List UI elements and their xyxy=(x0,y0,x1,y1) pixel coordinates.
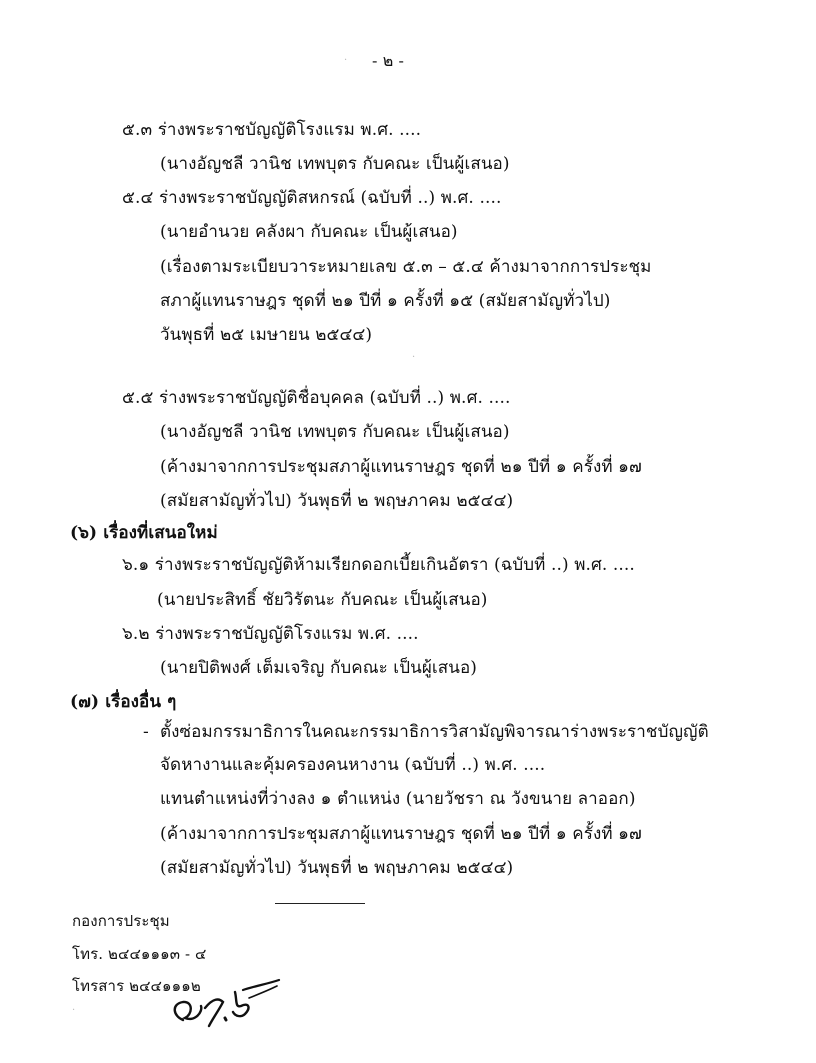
agenda-item-5-4-title: ๕.๔ ร่างพระราชบัญญัติสหกรณ์ (ฉบับที่ ..) พ.ศ. .... xyxy=(122,188,502,208)
section-7-line: แทนตำแหน่งที่ว่างลง ๑ ตำแหน่ง (นายวัชรา ณ วังขนาย ลาออก) xyxy=(160,789,636,809)
scan-speck: · xyxy=(344,55,348,66)
section-7-heading: (๗) เรื่องอื่น ๆ xyxy=(70,692,177,712)
footer-phone: โทร. ๒๔๔๑๑๑๓ - ๔ xyxy=(72,945,207,963)
section-7-line: ตั้งซ่อมกรรมาธิการในคณะกรรมาธิการวิสามัญพิจารณาร่างพระราชบัญญัติ xyxy=(160,722,709,742)
footer-fax: โทรสาร ๒๔๔๑๑๑๒ xyxy=(72,977,201,995)
agenda-item-5-5-note-line: (สมัยสามัญทั่วไป) วันพุธที่ ๒ พฤษภาคม ๒๕๔๔) xyxy=(160,491,514,511)
page-number: - ๒ - xyxy=(372,51,405,70)
agenda-item-6-2-proposer: (นายปิติพงศ์ เต็มเจริญ กับคณะ เป็นผู้เสนอ) xyxy=(160,658,478,678)
agenda-item-5-5-note-line: (ค้างมาจากการประชุมสภาผู้แทนราษฎร ชุดที่ ๒๑ ปีที่ ๑ ครั้งที่ ๑๗ xyxy=(160,457,642,477)
agenda-item-6-2-title: ๖.๒ ร่างพระราชบัญญัติโรงแรม พ.ศ. .... xyxy=(122,624,419,644)
agenda-item-6-1-proposer: (นายประสิทธิ์ ชัยวิรัตนะ กับคณะ เป็นผู้เสนอ) xyxy=(157,590,488,610)
handwritten-signature xyxy=(165,968,285,1038)
section-7-line: (สมัยสามัญทั่วไป) วันพุธที่ ๒ พฤษภาคม ๒๕๔๔) xyxy=(160,858,514,878)
agenda-item-5-4-note-line: สภาผู้แทนราษฎร ชุดที่ ๒๑ ปีที่ ๑ ครั้งที่ ๑๕ (สมัยสามัญทั่วไป) xyxy=(160,291,611,311)
section-7-bullet: - xyxy=(143,722,149,742)
scan-speck: · xyxy=(412,352,416,363)
section-divider xyxy=(275,903,365,904)
agenda-item-5-5-title: ๕.๕ ร่างพระราชบัญญัติชื่อบุคคล (ฉบับที่ ..) พ.ศ. .... xyxy=(122,388,511,408)
agenda-item-5-5-proposer: (นางอัญชลี วานิช เทพบุตร กับคณะ เป็นผู้เสนอ) xyxy=(160,422,510,442)
section-7-line: จัดหางานและคุ้มครองคนหางาน (ฉบับที่ ..) พ.ศ. .... xyxy=(160,755,546,775)
scan-speck: · xyxy=(72,1005,76,1016)
agenda-item-5-4-note-line: วันพุธที่ ๒๕ เมษายน ๒๕๔๔) xyxy=(160,325,373,345)
agenda-item-5-4-note-line: (เรื่องตามระเบียบวาระหมายเลข ๕.๓ – ๕.๔ ค้างมาจากการประชุม xyxy=(160,257,652,277)
agenda-item-6-1-title: ๖.๑ ร่างพระราชบัญญัติห้ามเรียกดอกเบี้ยเกินอัตรา (ฉบับที่ ..) พ.ศ. .... xyxy=(122,555,635,575)
section-7-line: (ค้างมาจากการประชุมสภาผู้แทนราษฎร ชุดที่ ๒๑ ปีที่ ๑ ครั้งที่ ๑๗ xyxy=(160,824,642,844)
agenda-item-5-3-proposer: (นางอัญชลี วานิช เทพบุตร กับคณะ เป็นผู้เสนอ) xyxy=(160,154,510,174)
agenda-item-5-4-proposer: (นายอำนวย คลังผา กับคณะ เป็นผู้เสนอ) xyxy=(160,222,458,242)
section-6-heading: (๖) เรื่องที่เสนอใหม่ xyxy=(70,523,218,543)
footer-department: กองการประชุม xyxy=(72,912,170,930)
agenda-item-5-3-title: ๕.๓ ร่างพระราชบัญญัติโรงแรม พ.ศ. .... xyxy=(122,120,422,140)
